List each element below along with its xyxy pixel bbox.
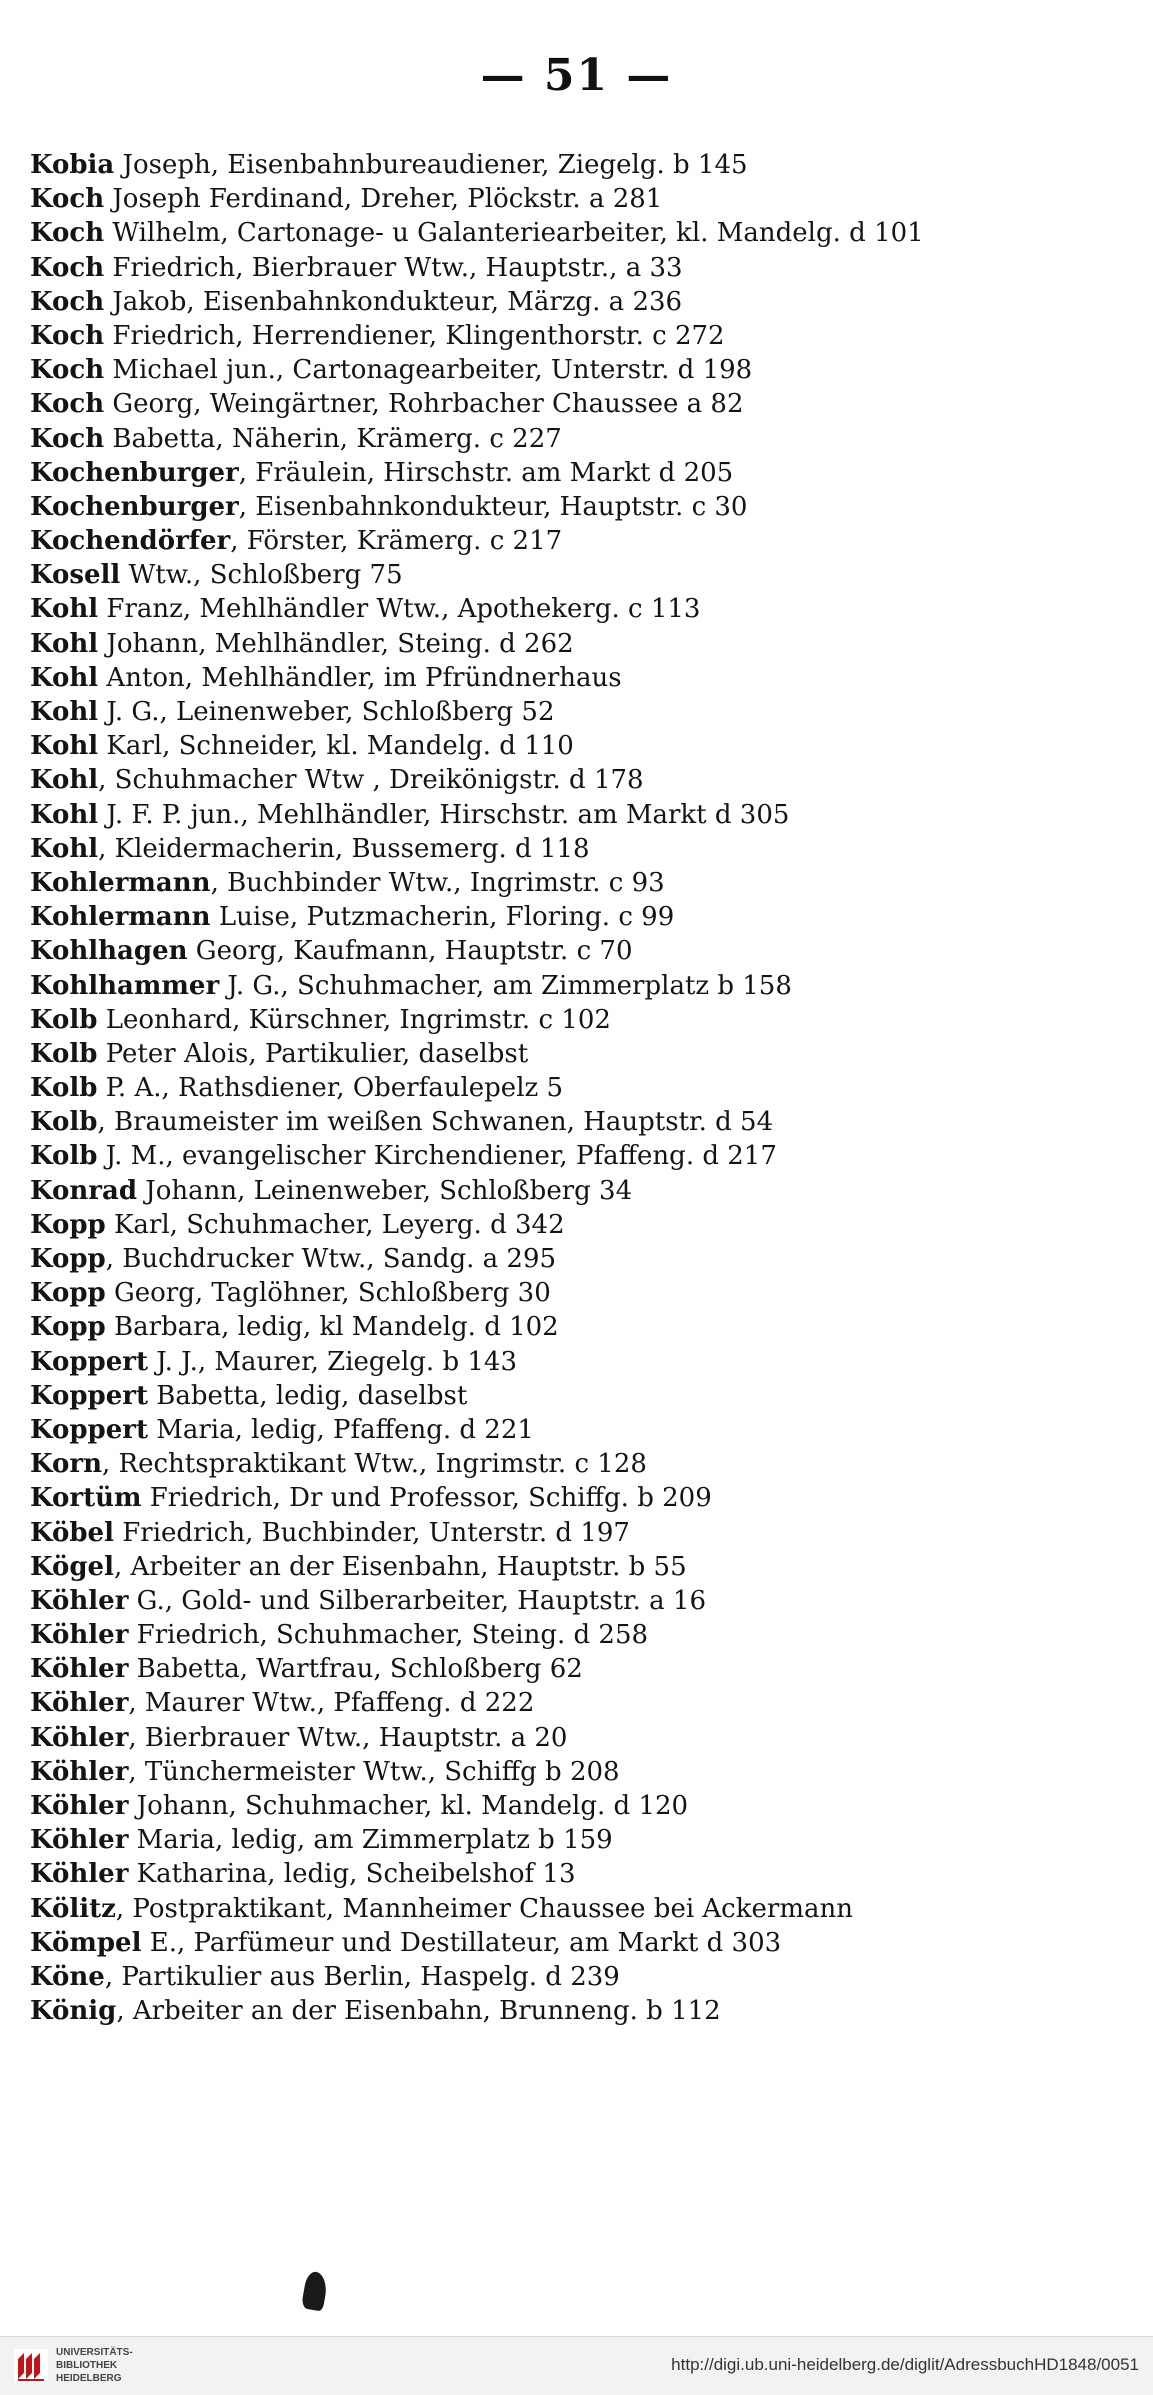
entry-surname: Kohl	[30, 697, 99, 727]
entry-details: P. A., Rathsdiener, Oberfaulepelz 5	[97, 1073, 564, 1104]
directory-entry	[30, 1584, 1120, 1618]
directory-entry	[30, 695, 1120, 729]
entry-details: Georg, Weingärtner, Rohrbacher Chaussee a 82	[104, 389, 744, 420]
entry-surname: Köhler	[30, 1688, 129, 1719]
directory-entry	[30, 1071, 1120, 1105]
directory-entry	[30, 969, 1120, 1003]
entry-surname: König	[30, 1996, 117, 2027]
directory-entry	[30, 1345, 1120, 1379]
entry-surname: Kolb	[30, 1107, 98, 1138]
footer-bar	[0, 2336, 1153, 2395]
directory-entry	[30, 285, 1120, 319]
entry-surname: Kohl	[30, 594, 99, 625]
entry-details: J. G., Schuhmacher, am Zimmerplatz b 158	[219, 970, 792, 1001]
directory-entry	[30, 1857, 1120, 1891]
entry-surname: Kopp	[30, 1312, 106, 1343]
entry-details: Karl, Schneider, kl. Mandelg. d 110	[98, 731, 574, 762]
directory-entry	[30, 558, 1120, 592]
entry-surname: Kolb	[30, 1004, 98, 1035]
entry-surname: Köhler	[30, 1859, 129, 1890]
entry-details: Georg, Kaufmann, Hauptstr. c 70	[187, 936, 633, 967]
directory-entry	[30, 1447, 1120, 1481]
entry-details: E., Parfümeur und Destillateur, am Markt d 303	[141, 1927, 782, 1958]
entry-surname: Kohl	[30, 799, 99, 830]
directory-entry	[30, 1755, 1120, 1789]
directory-entry	[30, 1550, 1120, 1584]
entry-surname: Kopp	[30, 1209, 106, 1240]
entry-details: Peter Alois, Partikulier, daselbst	[97, 1038, 529, 1069]
directory-entry	[30, 798, 1120, 832]
entry-details: J. M., evangelischer Kirchendiener, Pfaffeng. d 217	[97, 1141, 777, 1172]
entry-surname: Koch	[30, 252, 105, 283]
directory-entry	[30, 456, 1120, 490]
entry-details: , Braumeister im weißen Schwanen, Hauptstr. d 54	[97, 1107, 774, 1138]
entry-surname: Koch	[30, 389, 105, 420]
entry-details: Babetta, Wartfrau, Schloßberg 62	[128, 1654, 583, 1685]
directory-entry	[30, 592, 1120, 626]
entry-surname: Köhler	[30, 1791, 129, 1821]
entry-details: Joseph, Eisenbahnbureaudiener, Ziegelg. b 145	[114, 150, 748, 180]
entry-surname: Köhler	[30, 1756, 129, 1787]
entry-details: Franz, Mehlhändler Wtw., Apothekerg. c 113	[98, 594, 701, 625]
entry-surname: Kohl	[30, 765, 99, 796]
directory-entry	[30, 763, 1120, 797]
entry-details: , Rechtspraktikant Wtw., Ingrimstr. c 128	[101, 1449, 647, 1480]
entry-details: Friedrich, Bierbrauer Wtw., Hauptstr., a 33	[104, 252, 683, 283]
entry-surname: Kohlhagen	[30, 936, 188, 967]
entry-details: Joseph Ferdinand, Dreher, Plöckstr. a 281	[104, 184, 663, 215]
entry-surname: Kömpel	[30, 1927, 142, 1958]
directory-entry	[30, 1174, 1120, 1208]
entry-surname: Koch	[30, 320, 105, 351]
entry-details: Friedrich, Dr und Professor, Schiffg. b 209	[141, 1483, 712, 1514]
entry-details: Babetta, ledig, daselbst	[147, 1380, 468, 1411]
directory-entry	[30, 1379, 1120, 1413]
entry-surname: Kosell	[30, 560, 121, 591]
directory-entry	[30, 422, 1120, 456]
directory-entry	[30, 1037, 1120, 1071]
directory-entry	[30, 524, 1120, 558]
entry-surname: Kolb	[30, 1038, 98, 1069]
entry-surname: Kopp	[30, 1244, 106, 1274]
directory-entry	[30, 490, 1120, 524]
directory-entry	[30, 729, 1120, 763]
entry-surname: Korn	[30, 1449, 102, 1480]
entry-surname: Kohlhammer	[30, 970, 220, 1001]
entry-surname: Kohl	[30, 662, 99, 693]
entry-details: Anton, Mehlhändler, im Pfründnerhaus	[98, 662, 622, 693]
entry-details: J. F. P. jun., Mehlhändler, Hirschstr. am Markt d 305	[98, 799, 790, 830]
entry-surname: Koch	[30, 423, 105, 454]
entry-details: J. G., Leinenweber, Schloßberg 52	[98, 697, 555, 727]
directory-entry	[30, 216, 1120, 250]
entry-details: Maria, ledig, am Zimmerplatz b 159	[128, 1825, 613, 1856]
entry-surname: Kochendörfer	[30, 526, 231, 557]
entry-surname: Kolb	[30, 1073, 98, 1104]
directory-entry	[30, 1926, 1120, 1960]
entry-surname: Köhler	[30, 1722, 129, 1753]
address-entries-list	[30, 148, 1120, 2028]
directory-entry	[30, 1652, 1120, 1686]
entry-details: Leonhard, Kürschner, Ingrimstr. c 102	[97, 1004, 611, 1035]
directory-entry	[30, 1994, 1120, 2028]
entry-details: Barbara, ledig, kl Mandelg. d 102	[105, 1312, 559, 1343]
entry-surname: Köhler	[30, 1620, 129, 1651]
directory-entry	[30, 1618, 1120, 1652]
entry-surname: Köhler	[30, 1654, 129, 1685]
entry-surname: Koch	[30, 184, 105, 215]
directory-entry	[30, 1208, 1120, 1242]
directory-entry	[30, 1481, 1120, 1515]
directory-entry	[30, 387, 1120, 421]
entry-surname: Koppert	[30, 1346, 148, 1377]
entry-surname: Kohlermann	[30, 902, 211, 933]
directory-entry	[30, 832, 1120, 866]
entry-surname: Kohl	[30, 628, 99, 659]
directory-entry	[30, 1892, 1120, 1926]
source-url-link[interactable]: http://digi.ub.uni-heidelberg.de/diglit/AdressbuchHD1848/0051	[671, 2355, 1139, 2374]
directory-entry	[30, 900, 1120, 934]
entry-surname: Konrad	[30, 1175, 137, 1206]
entry-details: , Buchdrucker Wtw., Sandg. a 295	[105, 1244, 557, 1274]
university-library-logo-icon	[14, 2349, 48, 2383]
directory-entry	[30, 319, 1120, 353]
directory-entry	[30, 1721, 1120, 1755]
directory-entry	[30, 1789, 1120, 1823]
entry-details: Katharina, ledig, Scheibelshof 13	[128, 1859, 576, 1890]
entry-surname: Koppert	[30, 1414, 148, 1445]
directory-entry	[30, 627, 1120, 661]
entry-surname: Kopp	[30, 1278, 106, 1309]
directory-entry	[30, 1242, 1120, 1276]
entry-details: , Eisenbahnkondukteur, Hauptstr. c 30	[238, 491, 748, 522]
library-name-line-1: UNIVERSITÄTS-	[56, 2347, 133, 2358]
entry-details: , Arbeiter an der Eisenbahn, Hauptstr. b 55	[113, 1551, 687, 1582]
directory-entry	[30, 251, 1120, 285]
directory-entry	[30, 1003, 1120, 1037]
entry-details: Johann, Leinenweber, Schloßberg 34	[137, 1175, 633, 1206]
entry-details: , Tünchermeister Wtw., Schiffg b 208	[128, 1756, 620, 1787]
entry-details: Friedrich, Schuhmacher, Steing. d 258	[128, 1620, 649, 1651]
entry-surname: Köne	[30, 1961, 105, 1992]
entry-details: Babetta, Näherin, Krämerg. c 227	[104, 423, 562, 454]
entry-surname: Kortüm	[30, 1483, 142, 1514]
entry-surname: Kochenburger	[30, 457, 239, 488]
entry-surname: Kobia	[30, 150, 115, 180]
directory-entry	[30, 1413, 1120, 1447]
directory-entry	[30, 661, 1120, 695]
entry-surname: Koppert	[30, 1380, 148, 1411]
library-name	[56, 2346, 216, 2385]
entry-details: , Maurer Wtw., Pfaffeng. d 222	[128, 1688, 535, 1719]
directory-entry	[30, 1516, 1120, 1550]
entry-details: Wtw., Schloßberg 75	[120, 560, 403, 591]
entry-surname: Köhler	[30, 1585, 129, 1616]
entry-details: J. J., Maurer, Ziegelg. b 143	[147, 1346, 517, 1377]
entry-surname: Kohl	[30, 833, 99, 864]
entry-details: , Partikulier aus Berlin, Haspelg. d 239	[104, 1961, 620, 1992]
entry-surname: Koch	[30, 355, 105, 386]
library-name-line-3: HEIDELBERG	[56, 2373, 122, 2384]
entry-details: Friedrich, Buchbinder, Unterstr. d 197	[113, 1517, 630, 1548]
directory-entry	[30, 148, 1120, 182]
entry-surname: Kölitz	[30, 1893, 116, 1924]
directory-entry	[30, 1960, 1120, 1994]
directory-entry	[30, 1139, 1120, 1173]
entry-details: , Kleidermacherin, Bussemerg. d 118	[98, 833, 590, 864]
directory-entry	[30, 934, 1120, 968]
directory-entry	[30, 1686, 1120, 1720]
entry-details: , Arbeiter an der Eisenbahn, Brunneng. b 112	[116, 1996, 721, 2027]
entry-details: Johann, Mehlhändler, Steing. d 262	[98, 628, 574, 659]
entry-surname: Koch	[30, 218, 105, 249]
entry-surname: Koch	[30, 286, 105, 317]
directory-entry	[30, 866, 1120, 900]
directory-entry	[30, 182, 1120, 216]
entry-surname: Köhler	[30, 1825, 129, 1856]
entry-details: Maria, ledig, Pfaffeng. d 221	[147, 1414, 534, 1445]
directory-entry	[30, 1105, 1120, 1139]
entry-surname: Kögel	[30, 1551, 114, 1582]
directory-entry	[30, 1310, 1120, 1344]
entry-details: Michael jun., Cartonagearbeiter, Unterstr. d 198	[104, 355, 753, 386]
entry-surname: Kohlermann	[30, 867, 211, 898]
entry-surname: Köbel	[30, 1517, 114, 1548]
entry-details: , Förster, Krämerg. c 217	[230, 526, 563, 557]
directory-entry	[30, 353, 1120, 387]
entry-surname: Kochenburger	[30, 491, 239, 522]
entry-details: Johann, Schuhmacher, kl. Mandelg. d 120	[128, 1791, 689, 1821]
entry-details: , Fräulein, Hirschstr. am Markt d 205	[238, 457, 734, 488]
entry-details: Karl, Schuhmacher, Leyerg. d 342	[105, 1209, 565, 1240]
entry-details: G., Gold- und Silberarbeiter, Hauptstr. a 16	[128, 1585, 706, 1616]
entry-details: , Postpraktikant, Mannheimer Chaussee bei Ackermann	[115, 1893, 853, 1924]
entry-details: Wilhelm, Cartonage- u Galanteriearbeiter, kl. Mandelg. d 101	[104, 218, 924, 249]
entry-details: Jakob, Eisenbahnkondukteur, Märzg. a 236	[104, 286, 683, 317]
entry-details: Friedrich, Herrendiener, Klingenthorstr. c 272	[104, 320, 725, 351]
ink-smudge	[301, 2270, 329, 2311]
entry-details: Georg, Taglöhner, Schloßberg 30	[105, 1278, 551, 1309]
library-name-line-2: BIBLIOTHEK	[56, 2360, 118, 2371]
entry-details: , Schuhmacher Wtw , Dreikönigstr. d 178	[98, 765, 644, 796]
entry-details: , Bierbrauer Wtw., Hauptstr. a 20	[128, 1722, 568, 1753]
entry-details: Luise, Putzmacherin, Floring. c 99	[210, 902, 675, 933]
directory-entry	[30, 1276, 1120, 1310]
entry-details: , Buchbinder Wtw., Ingrimstr. c 93	[210, 867, 665, 898]
entry-surname: Kolb	[30, 1141, 98, 1172]
directory-entry	[30, 1823, 1120, 1857]
entry-surname: Kohl	[30, 731, 99, 762]
page-number: — 51 —	[480, 50, 673, 101]
